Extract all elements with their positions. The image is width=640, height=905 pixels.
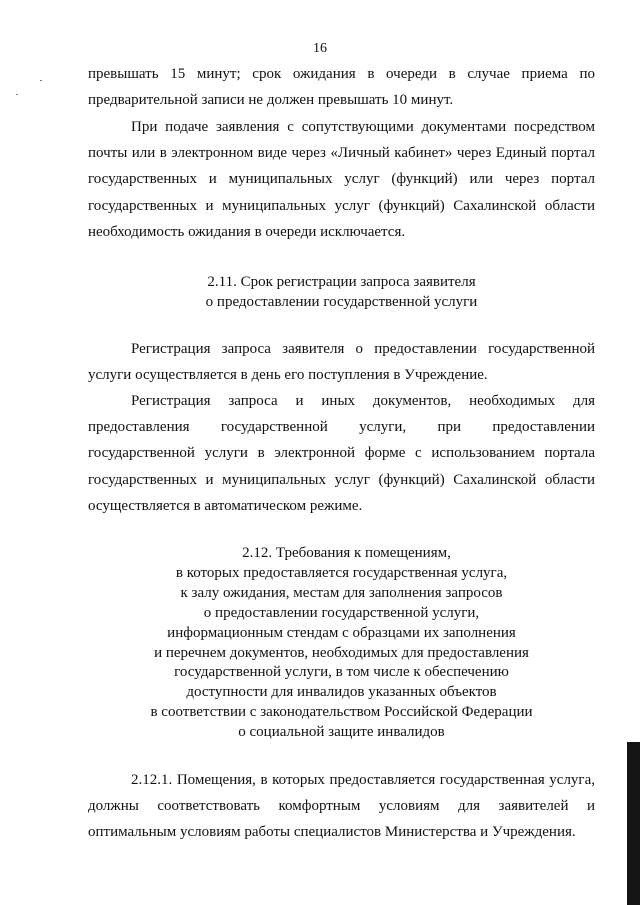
heading-2-12-line: о предоставлении государственной услуги, bbox=[203, 604, 480, 621]
heading-2-11-line: о предоставлении государственной услуги bbox=[205, 293, 478, 310]
scan-speck bbox=[16, 94, 18, 95]
heading-2-12-line: о социальной защите инвалидов bbox=[238, 724, 445, 741]
paragraph-no-queue: При подаче заявления с сопутствующими документами посредством почты или в электронном виде через «Личный кабинет» через Единый портал государственных и муниципальных услуг (функций) или через портал государственных и муниципальных услуг (функций) Сахалинской области необходимость ожидания в очереди исключается. bbox=[88, 119, 595, 240]
paragraph-registration-auto: Регистрация запроса и иных документов, необходимых для предоставления государственной услуги, при предоставлении государственной услуги в электронной форме с использованием портала государственных и муниципальных услуг (функций) Сахалинской области осуществляется в автоматическом режиме. bbox=[88, 393, 595, 514]
paragraph-registration-day: Регистрация запроса заявителя о предоставлении государственной услуги осуществляется в день его поступления в Учреждение. bbox=[88, 341, 595, 384]
page-number: 16 bbox=[313, 41, 327, 56]
paragraph-premises: 2.12.1. Помещения, в которых предоставляется государственная услуга, должны соответствовать комфортным условиям для заявителей и оптимальным условиям работы специалистов Министерства и Учреждения. bbox=[88, 772, 595, 841]
scan-margin-bar bbox=[627, 742, 640, 905]
heading-2-11-line: 2.11. Срок регистрации запроса заявителя bbox=[207, 274, 476, 290]
heading-2-11 bbox=[88, 273, 595, 313]
paragraph-queue-time: превышать 15 минут; срок ожидания в очереди в случае приема по предварительной записи не должен превышать 10 минут. bbox=[88, 66, 595, 109]
heading-2-12-line: 2.12. Требования к помещениям, bbox=[242, 545, 451, 561]
heading-2-12-line: доступности для инвалидов указанных объектов bbox=[186, 684, 497, 701]
heading-2-12-line: в которых предоставляется государственная услуга, bbox=[175, 564, 508, 581]
heading-2-12-line: к залу ожидания, местам для заполнения запросов bbox=[180, 584, 503, 601]
heading-2-12-line: и перечнем документов, необходимых для предоставления bbox=[154, 644, 529, 661]
heading-2-12-line: информационным стендам с образцами их заполнения bbox=[167, 624, 516, 641]
heading-2-12 bbox=[88, 544, 595, 743]
heading-2-12-line: в соответствии с законодательством Российской Федерации bbox=[150, 704, 533, 721]
heading-2-12-line: государственной услуги, в том числе к обеспечению bbox=[174, 664, 509, 681]
scan-speck bbox=[40, 80, 42, 81]
